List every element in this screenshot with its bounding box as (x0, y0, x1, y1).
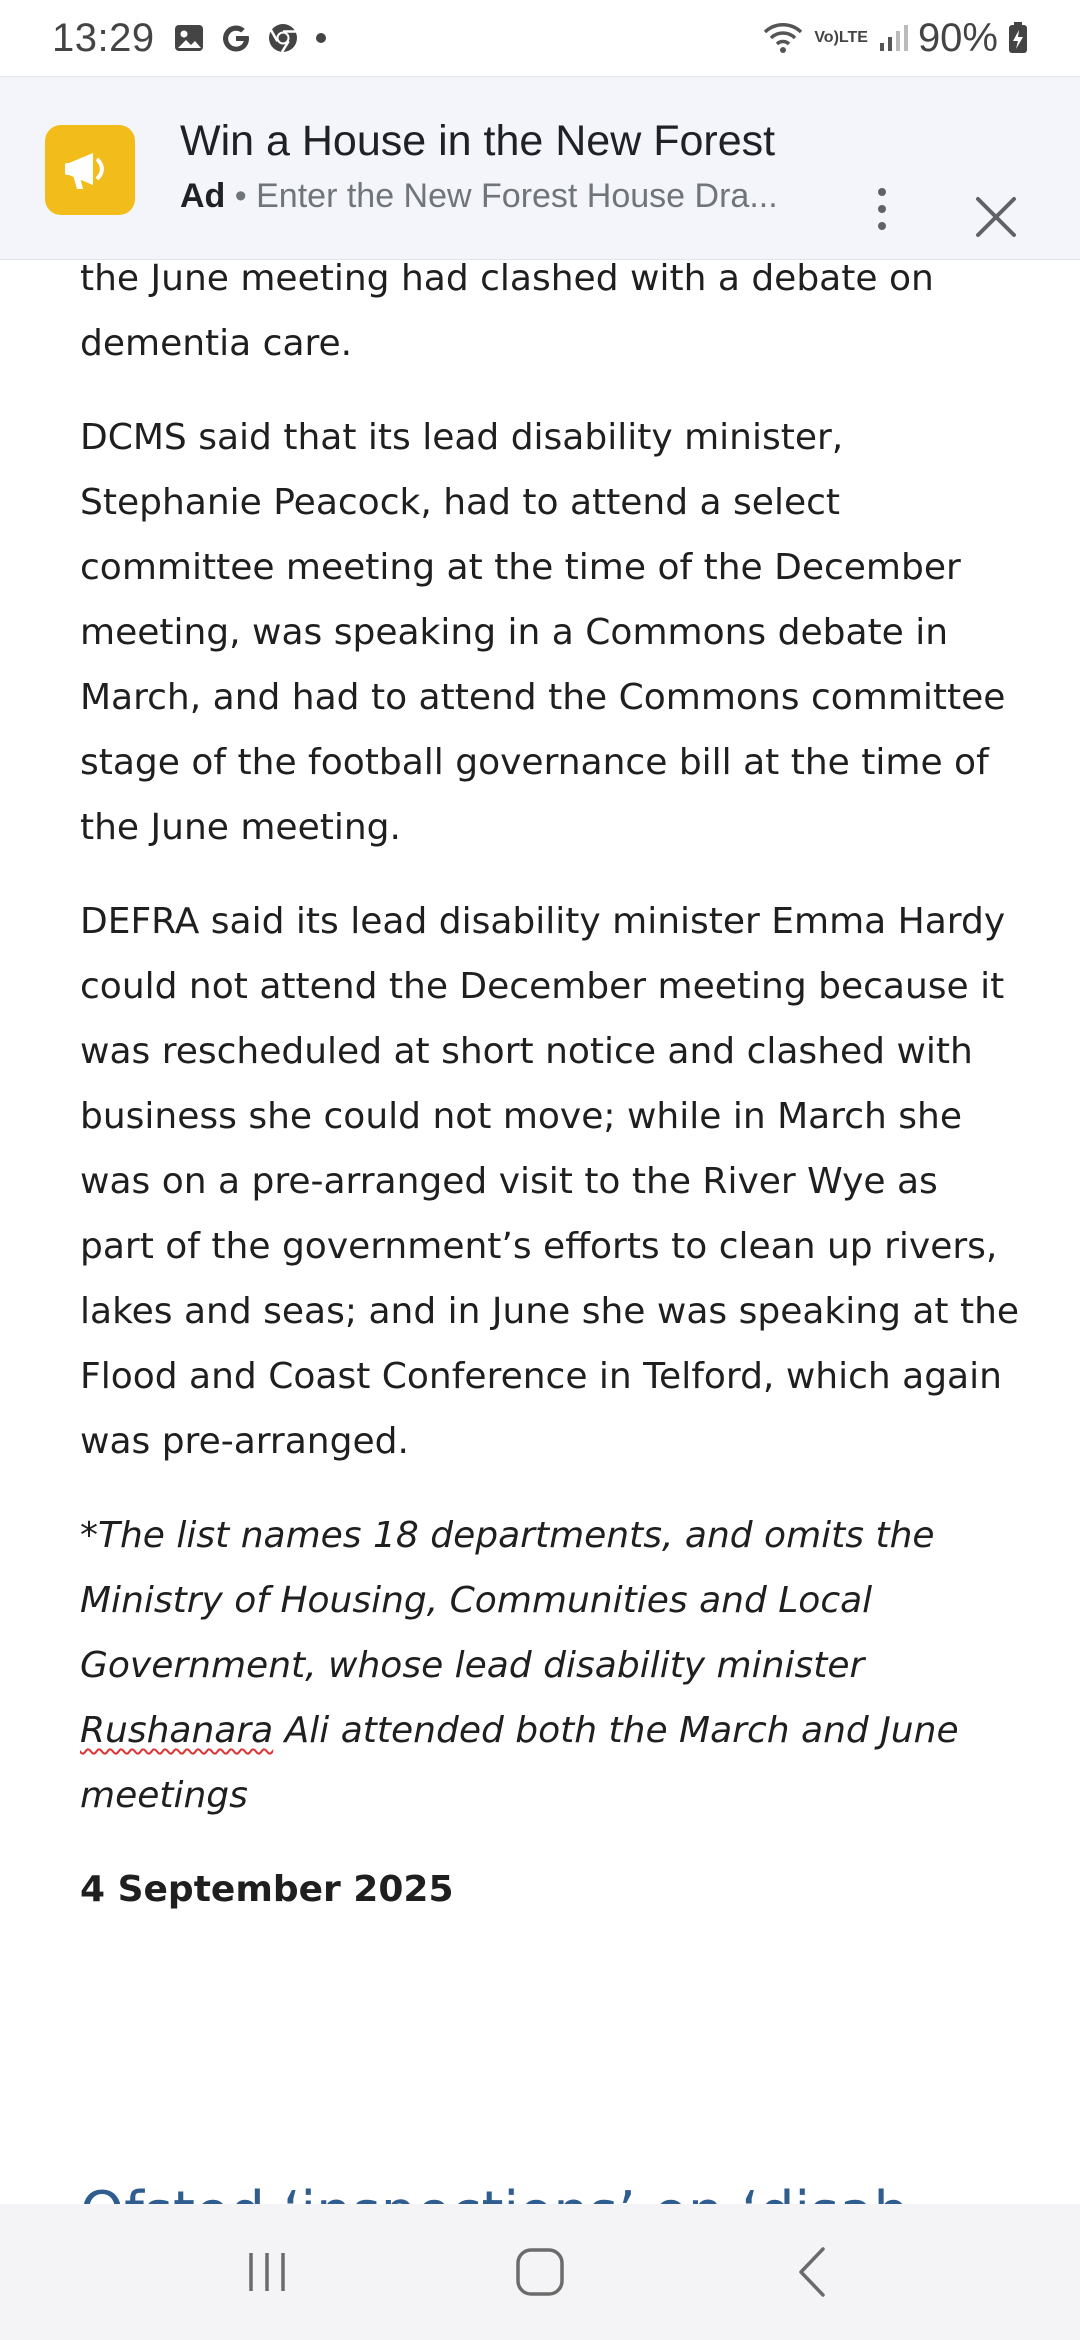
article-paragraph: DCMS said that its lead disability minister, Stephanie Peacock, had to attend a select committee meeting at the time of the December meeting, was speaking in a Commons debate in March, and had to attend the Commons committee stage of the football governance bill at the time of the June meeting. (80, 417, 1006, 848)
status-time: 13:29 (52, 15, 155, 60)
chrome-icon (267, 22, 299, 54)
ad-subtitle-row[interactable] (180, 177, 778, 216)
status-bar (0, 0, 1080, 76)
dot-icon (313, 30, 329, 46)
megaphone-icon (63, 147, 117, 193)
ad-close-button[interactable] (968, 189, 1024, 245)
back-button[interactable] (753, 2212, 873, 2332)
battery-percent: 90% (917, 15, 998, 60)
ad-menu-button[interactable] (862, 179, 902, 239)
ad-label: Ad (180, 177, 226, 215)
ad-subtitle: Enter the New Forest House Dra... (256, 177, 778, 215)
volte-icon (814, 30, 868, 46)
ad-separator: • (225, 177, 257, 215)
google-icon (219, 21, 253, 55)
ad-title[interactable]: Win a House in the New Forest (180, 117, 776, 165)
system-status (762, 16, 1028, 61)
article-date: 4 September 2025 (80, 1869, 454, 1910)
article-paragraph: DEFRA said its lead disability minister Emma Hardy could not attend the December meeting because it was rescheduled at short notice and clashed with business she could not move; while in March she was on a pre-arranged visit to the River Wye as part of the government’s efforts to clean up rivers, lakes and seas; and in June she was speaking at the Flood and Coast Conference in Telford, which again was pre-arranged. (80, 901, 1020, 1462)
recent-apps-button[interactable] (207, 2212, 327, 2332)
ad-banner[interactable] (0, 76, 1080, 260)
article-footnote (80, 1503, 1020, 1828)
battery-charging-icon (1008, 22, 1028, 54)
wifi-icon (762, 21, 804, 55)
footnote-text: *The list names 18 departments, and omits the Ministry of Housing, Communities and Local Government, whose lead disability minister (80, 1515, 935, 1686)
more-dot-icon (878, 222, 886, 230)
signal-icon (878, 23, 908, 53)
home-button[interactable] (480, 2212, 600, 2332)
image-icon (173, 22, 205, 54)
back-icon (793, 2245, 833, 2299)
more-dot-icon (878, 205, 886, 213)
spellcheck-flagged-word[interactable]: Rushanara (80, 1710, 274, 1751)
notification-icons (173, 21, 329, 55)
close-icon (968, 189, 1024, 245)
home-icon (514, 2246, 566, 2298)
volte-bottom-label: LTE (838, 29, 868, 46)
volte-top-label: Vo) (814, 29, 839, 46)
article-body (80, 260, 1020, 2204)
navigation-bar (0, 2204, 1080, 2340)
recent-apps-icon (242, 2247, 292, 2297)
footnote-text-end: Ali attended both the March and June meetings (80, 1710, 959, 1816)
ad-logo[interactable] (45, 125, 135, 215)
more-dot-icon (878, 188, 886, 196)
article-paragraph: the June meeting had clashed with a debate on dementia care. (80, 260, 934, 364)
